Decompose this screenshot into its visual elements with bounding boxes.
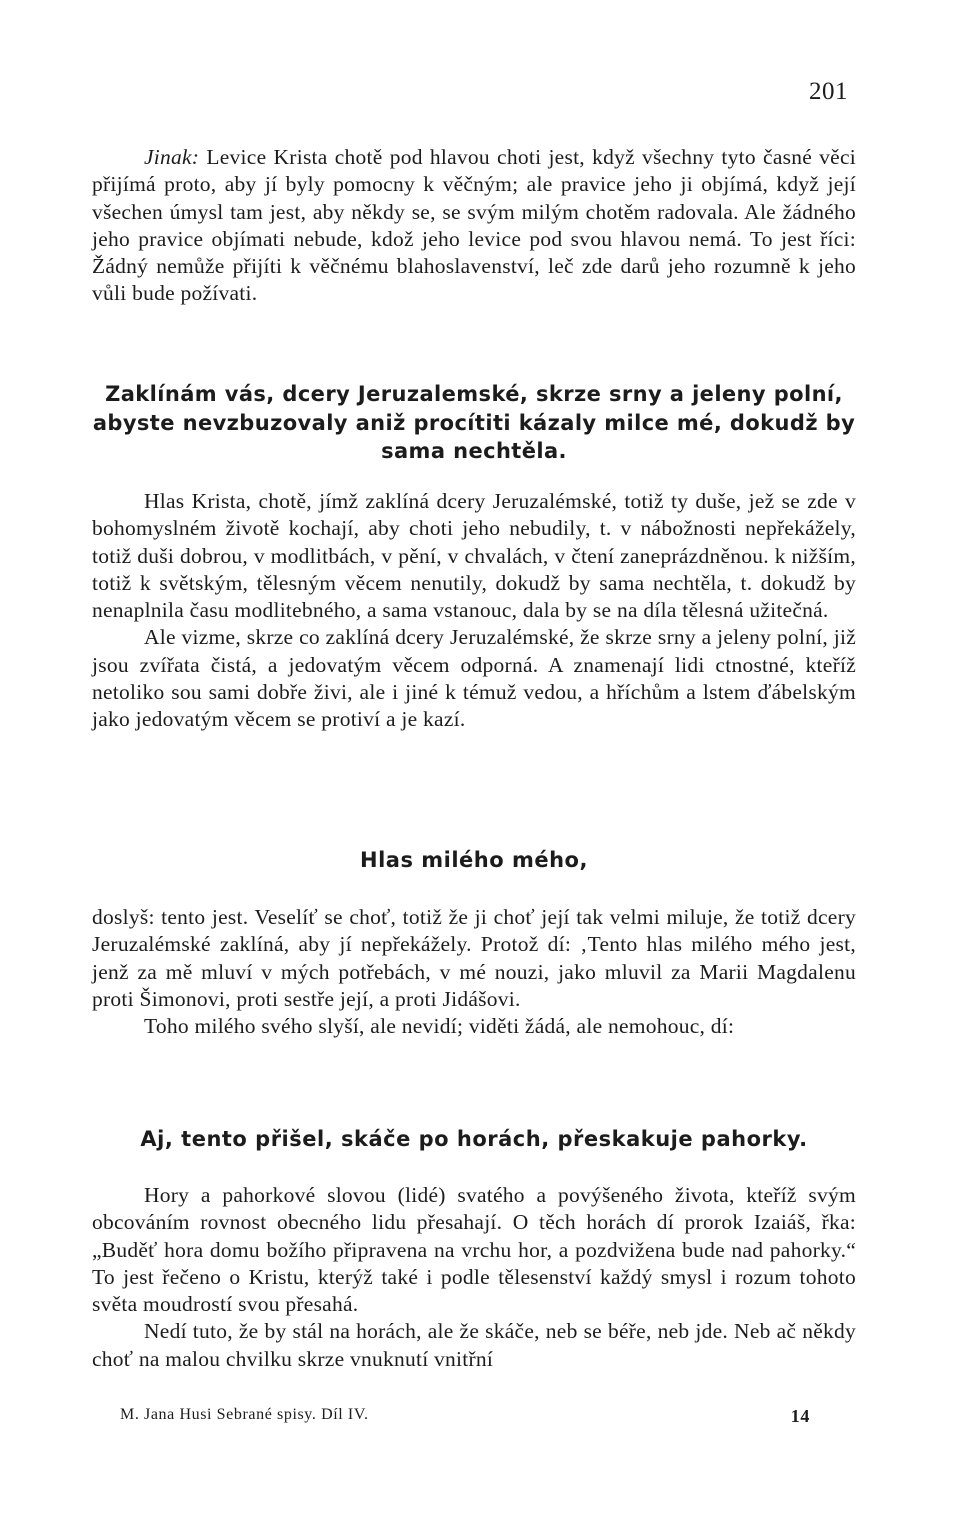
section-3-text (92, 1182, 856, 1373)
section-1-text (92, 488, 856, 734)
page-footer (120, 1406, 810, 1424)
intro-paragraph (92, 144, 856, 308)
section-1-paragraph-2: Ale vizme, skrze co zaklíná dcery Jeruzalémské, že skrze srny a jeleny polní, již jsou zvířata čistá, a jedovatým věcem odporná. A znamenají lidi ctnostné, kteříž netoliko sou sami dobře živi, ale i jiné k témuž vedou, a hříchům a lstem ďábelským jako jedovatým věcem se protiví a je kazí. (92, 625, 856, 732)
section-1-paragraph-1: Hlas Krista, chotě, jímž zaklíná dcery Jeruzalémské, totiž ty duše, jež se zde v bohomyslném životě kochají, aby choti jeho nebudily, t. v nábožnosti nepřekážely, totiž duši dobrou, v modlitbách, v pění, v chvalách, v čtení zaneprázdněnou. k nižším, totiž k světským, tělesným věcem nenutily, dokudž by sama nechtěla, t. dokudž by nenaplnila času modlitebného, a sama vstanouc, dala by se na díla tělesná užitečná. (92, 489, 856, 623)
section-3-paragraph-1: Hory a pahorkové slovou (lidé) svatého a povýšeného života, kteříž svým obcováním rovnost obecného lidu přesahají. O těch horách dí prorok Izaiáš, řka: „Buděť hora domu božího připravena na vrchu hor, a pozdvižena bude nad pahorky.“ To jest řečeno o Kristu, kterýž také i podle tělesenství každý smysl i rozum tohoto světa moudrostí svou přesahá. (92, 1183, 856, 1317)
intro-text: Levice Krista chotě pod hlavou choti jest, když všechny tyto časné věci přijímá proto, aby jí byly pomocny k věčným; ale pravice jeho ji objímá, když její všechen úmysl tam jest, aby někdy se, se svým milým chotěm radovala. Ale žádného jeho pravice objímati nebude, kdož jeho levice pod svou hlavou nemá. To jest říci: Žádný nemůže přijíti k věčnému blahoslavenství, leč zde darů jeho rozumně k jeho vůli bude požívati. (92, 145, 856, 306)
footer-book-title: M. Jana Husi Sebrané spisy. Díl IV. (120, 1406, 369, 1423)
section-3-paragraph-2: Nedí tuto, že by stál na horách, ale že skáče, neb se béře, neb jde. Neb ač někdy choť na malou chvilku skrze vnuknutí vnitřní (92, 1319, 856, 1371)
book-page (92, 78, 856, 1518)
intro-label: Jinak: (144, 145, 200, 169)
scripture-verse-1: Zaklínám vás, dcery Jeruzalemské, skrze srny a jeleny polní, abyste nevzbuzovaly aniž procítiti kázaly milce mé, dokudž by sama nechtěla. (92, 382, 856, 463)
section-2-text (92, 904, 856, 1040)
footer-signature-number: 14 (790, 1406, 810, 1426)
section-2-paragraph-2: Toho milého svého slyší, ale nevidí; viděti žádá, ale nemohouc, dí: (144, 1014, 735, 1039)
scripture-verse-2: Aj, tento přišel, skáče po horách, přeskakuje pahorky. (140, 1127, 808, 1151)
section-2-paragraph-1: doslyš: tento jest. Veselíť se choť, totiž že ji choť její tak velmi miluje, že totiž dcery Jeruzalémské zaklíná, aby jí nepřekážely. Protož dí: ‚Tento hlas milého mého jest, jenž za mě mluví v mých potřebách, v mé nouzi, jako mluvil za Marii Magdalenu proti Šimonovi, proti sestře její, a proti Jidášovi. (92, 905, 856, 1011)
page-number: 201 (809, 78, 848, 105)
section-heading-hlas-mileho: Hlas milého mého, (360, 848, 588, 872)
